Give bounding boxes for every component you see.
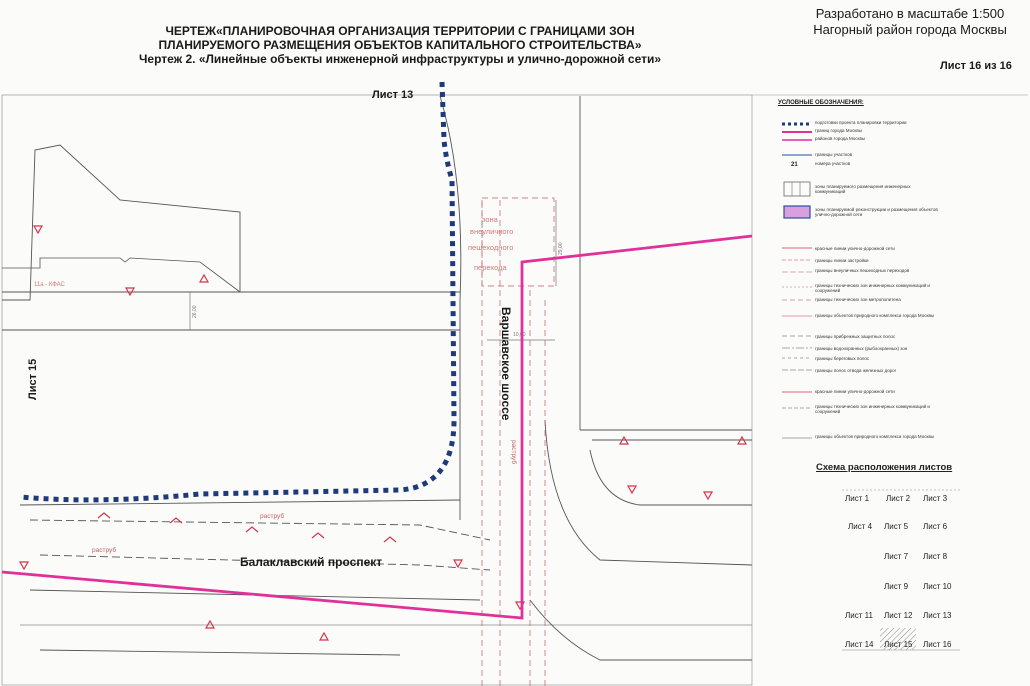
- sheet-cell-14[interactable]: Лист 14: [845, 640, 874, 649]
- sheet-cell-12[interactable]: Лист 12: [884, 611, 913, 620]
- legend-title: УСЛОВНЫЕ ОБОЗНАЧЕНИЯ:: [778, 100, 864, 106]
- curb-right-lower: [590, 450, 752, 505]
- title-line-1: ЧЕРТЕЖ«ПЛАНИРОВОЧНАЯ ОРГАНИЗАЦИЯ ТЕРРИТОРИИ С ГРАНИЦАМИ ЗОН: [165, 24, 635, 38]
- legend-item-17: границы полос отвода железных дорог: [815, 368, 897, 373]
- legend-item-12: границы технических зон метрополитена: [815, 297, 901, 302]
- legend-item-19: границы технических зон инженерных коммуникаций и сооружений: [815, 404, 930, 414]
- sheet-left-label: Лист 15: [27, 358, 39, 400]
- zone-label-2: внеуличного: [470, 227, 514, 236]
- sheet-cell-15[interactable]: Лист 15: [884, 640, 913, 649]
- sheet-cell-3[interactable]: Лист 3: [923, 494, 948, 503]
- legend-num: 21: [791, 162, 798, 168]
- legend-item-8: красные линии улично-дорожной сети: [815, 246, 895, 251]
- curb-lower-right: [530, 600, 752, 660]
- sheet-cell-8[interactable]: Лист 8: [923, 552, 948, 561]
- legend-item-14: границы прибрежных защитных полос: [815, 334, 896, 339]
- legend-item-20: границы объектов природного комплекса города Москвы: [815, 434, 935, 439]
- planning-boundary: [20, 82, 454, 500]
- legend-item-10: границы внеуличных пешеходных переходов: [815, 268, 910, 273]
- sheet-cell-13[interactable]: Лист 13: [923, 611, 952, 620]
- street-line-6: [40, 650, 400, 655]
- title-line-3: Чертеж 2. «Линейные объекты инженерной инфраструктуры и улично-дорожной сети»: [138, 52, 662, 66]
- legend-item-11: границы технических зон инженерных коммуникаций и сооружений: [815, 283, 930, 293]
- scale-line-1: Разработано в масштабе 1:500: [815, 6, 1005, 21]
- legend-symbols: [782, 124, 812, 438]
- legend-item-1: подготовки проекта планировки территории: [815, 120, 907, 125]
- zone-label-group: [468, 215, 513, 272]
- legend-item-2: границ города Москвы: [815, 128, 862, 133]
- legend-item-3: районов города Москвы: [815, 136, 866, 141]
- sheet-cell-7[interactable]: Лист 7: [884, 552, 909, 561]
- sheet-layout-title: Схема расположения листов: [816, 462, 953, 473]
- street-varshavskoe: Варшавское шоссе: [499, 307, 513, 421]
- red-markers: [20, 226, 746, 640]
- kfas-label: 11а - КФАС: [34, 282, 65, 288]
- sheet-cell-5[interactable]: Лист 5: [884, 522, 909, 531]
- sheet-cell-16[interactable]: Лист 16: [923, 640, 952, 649]
- legend-item-5: номера участков: [815, 161, 851, 166]
- curve-road-left: [440, 96, 461, 520]
- sheet-layout-grid: [842, 490, 960, 650]
- sheet-cell-9[interactable]: Лист 9: [884, 582, 909, 591]
- legend-item-15: границы водоохранных (рыбоохранных) зон: [815, 346, 908, 351]
- dim-label-1: 26,00: [192, 305, 198, 318]
- rastrub-label-2: раструб: [92, 547, 117, 554]
- dim-label-3: 10,00: [513, 332, 526, 338]
- sheet-number: Лист 16 из 16: [940, 60, 1012, 72]
- sheet-cell-6[interactable]: Лист 6: [923, 522, 948, 531]
- legend-item-7: зоны планируемой реконструкции и размещения объектов улично-дорожной сети: [815, 207, 938, 217]
- dim-label-2: 29,00: [558, 242, 564, 255]
- legend-item-13: границы объектов природного комплекса города Москвы: [815, 313, 935, 318]
- street-balaklavsky: Балаклавский проспект: [240, 555, 383, 569]
- legend-item-9: границы линии застройки: [815, 258, 869, 263]
- legend-item-18: красные линии улично-дорожной сети: [815, 389, 895, 394]
- sheet-cell-1[interactable]: Лист 1: [845, 494, 870, 503]
- rastrub-label-3: раструб: [510, 440, 517, 465]
- street-line-dashed-1: [30, 520, 490, 540]
- sheet-cell-11[interactable]: Лист 11: [845, 611, 873, 620]
- legend-item-16: границы береговых полос: [815, 356, 870, 361]
- building-outline: [2, 145, 240, 300]
- map-frame: [2, 95, 752, 685]
- zone-label-3: пешеходного: [468, 243, 514, 252]
- sheet-cell-2[interactable]: Лист 2: [886, 494, 911, 503]
- sheet-cell-10[interactable]: Лист 10: [923, 582, 952, 591]
- zone-label-1: зона: [482, 215, 498, 224]
- curb-lower-arc: [545, 420, 752, 565]
- title-line-2: ПЛАНИРУЕМОГО РАЗМЕЩЕНИЯ ОБЪЕКТОВ КАПИТАЛЬНОГО СТРОИТЕЛЬСТВА»: [158, 38, 642, 52]
- rastrub-label-1: раструб: [260, 513, 285, 520]
- sheet-cell-4[interactable]: Лист 4: [848, 522, 873, 531]
- legend-item-6: зоны планируемого размещения инженерных коммуникаций: [815, 184, 911, 194]
- scale-line-2: Нагорный район города Москвы: [813, 22, 1007, 37]
- legend-item-4: границы участков: [815, 152, 853, 157]
- sheet-top-label: Лист 13: [372, 89, 414, 101]
- street-outlines: [2, 96, 752, 660]
- zone-label-4: перехода: [474, 263, 507, 272]
